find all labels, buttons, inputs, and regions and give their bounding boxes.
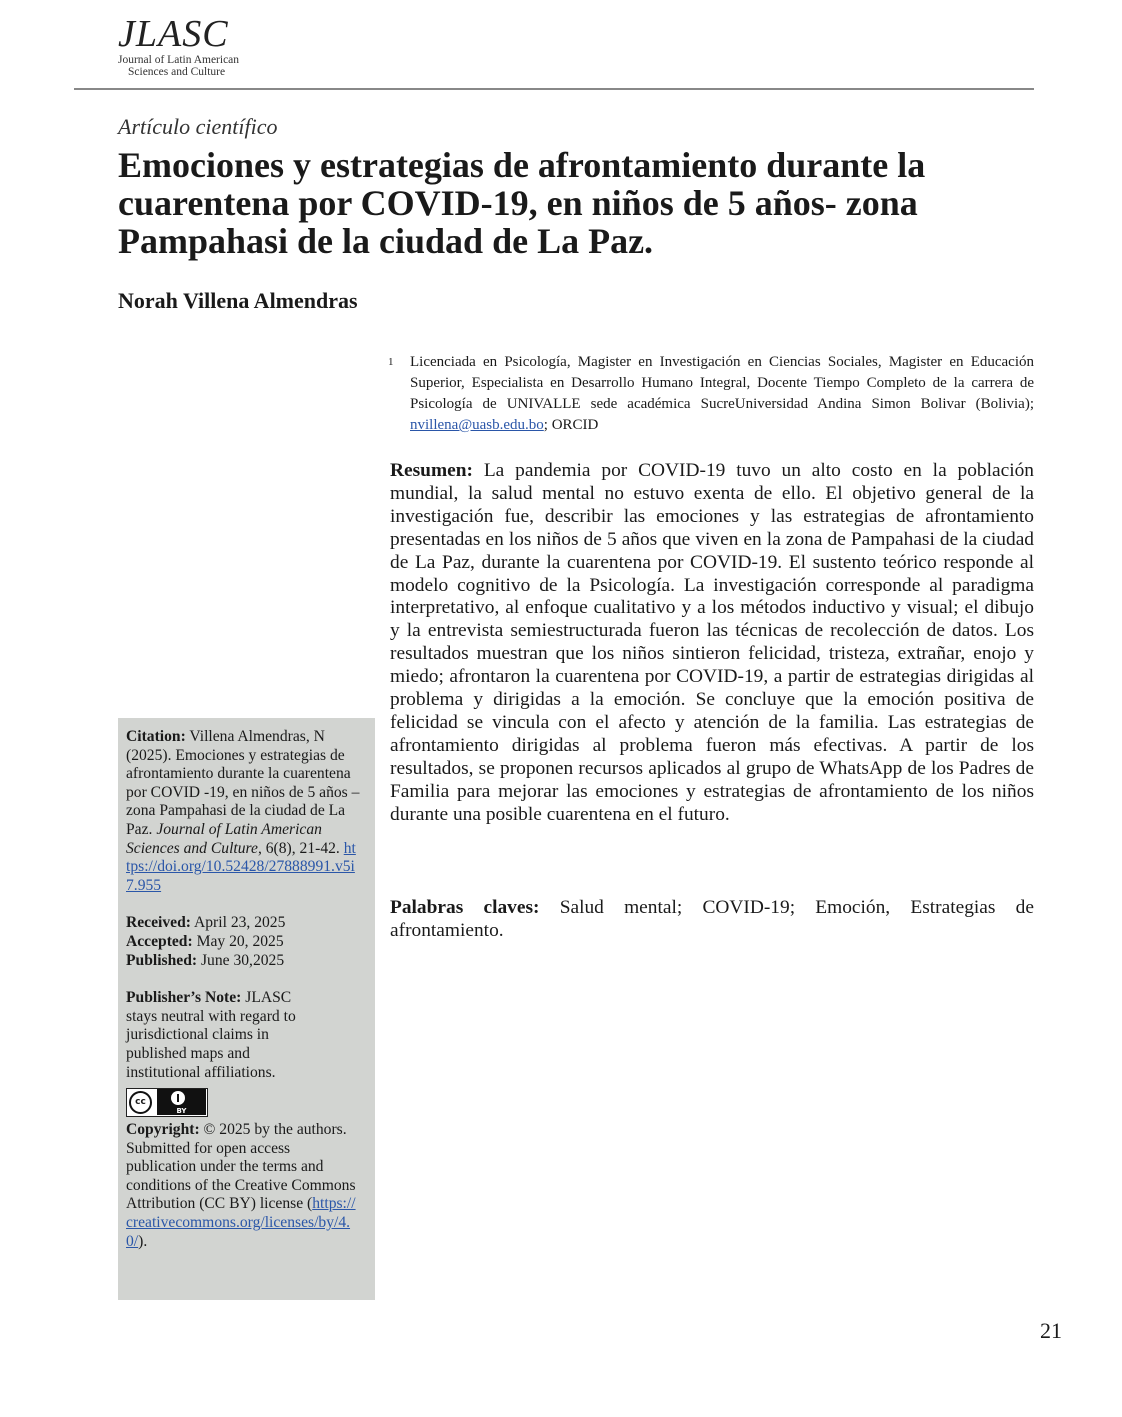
copyright-text: © 2025 by the authors. Submitted for open access publication under the terms and conditions of the Creative Commons Attribution (CC BY) license ( xyxy=(126,1121,356,1213)
affiliation-orcid: ; ORCID xyxy=(543,417,599,433)
published-date xyxy=(126,952,360,971)
abstract-text: La pandemia por COVID-19 tuvo un alto costo en la población mundial, la salud mental no estuvo exenta de ello. El objetivo general de la investigación fue, describir las emociones y las estrategias de afrontamiento presentadas en los niños de 5 años que viven en la zona de Pampahasi de la ciudad de La Paz, durante la cuarentena por COVID-19. El sustento teórico responde al modelo cognitivo de la Psicología. La investigación corresponde al paradigma interpretativo, al enfoque cualitativo y a los métodos inductivo y visual; el dibujo y la entrevista semiestructurada fueron las técnicas de recolección de datos. Los resultados muestran que los niños sintieron felicidad, tristeza, extrañar, enojo y miedo; afrontaron la cuarentena por COVID-19, a partir de estrategias dirigidas al problema y dirigidas a la emoción. Se concluye que la emoción positiva de felicidad se vincula con el afecto y atención de la familia. Las estrategias de afrontamiento dirigidas al problema fueron más efectivas. A partir de los resultados, se proponen recursos aplicados al grupo de WhatsApp de los Padres de Familia para mejorar las emociones y estrategias de afrontamiento de los niños durante una posible cuarentena en el futuro. xyxy=(390,460,1035,825)
keywords xyxy=(390,897,1034,943)
cc-by-block xyxy=(157,1089,206,1115)
citation-label: Citation: xyxy=(126,728,186,745)
cc-by-license-icon[interactable] xyxy=(126,1088,208,1117)
received-date xyxy=(126,914,360,933)
copyright xyxy=(126,1121,360,1251)
citation-text: Villena Almendras, N (2025). Emociones y estrategias de afrontamiento durante la cuarentena por COVID -19, en niños de 5 años – zona Pampahasi de la ciudad de La Paz. xyxy=(126,728,360,838)
published-label: Published: xyxy=(126,951,198,969)
journal-logo xyxy=(118,14,318,78)
author-affiliation xyxy=(390,352,1034,436)
logo-subtitle-line1: Journal of Latin American xyxy=(118,54,240,66)
attribution-person-icon xyxy=(171,1091,185,1105)
article-info-sidebar xyxy=(118,718,375,1300)
received-value: April 23, 2025 xyxy=(194,914,286,932)
received-label: Received: xyxy=(126,914,191,932)
logo-subtitle-line2: Sciences and Culture xyxy=(128,66,226,78)
affiliation-text-block xyxy=(410,352,1034,436)
citation-journal: Journal of Latin American Sciences and Culture xyxy=(126,820,322,857)
license-link[interactable]: https://creativecommons.org/licenses/by/4.0/ xyxy=(126,1195,356,1250)
publication-dates xyxy=(126,914,360,970)
footnote-marker: 1 xyxy=(388,356,394,368)
published-value: June 30,2025 xyxy=(200,951,285,969)
author-name: Norah Villena Almendras xyxy=(118,288,358,313)
copyright-label: Copyright: xyxy=(126,1121,200,1139)
accepted-date xyxy=(126,933,360,952)
article-title: Emociones y estrategias de afrontamiento durante la cuarentena por COVID-19, en niños de 5 años- zona Pampahasi de la ciudad de La Paz. xyxy=(118,145,926,261)
citation xyxy=(126,728,360,895)
publisher-note xyxy=(126,989,316,1082)
cc-by-label: BY xyxy=(176,1107,187,1116)
publisher-note-text: JLASC stays neutral with regard to jurisdictional claims in published maps and institutional affiliations. xyxy=(126,989,296,1081)
keywords-text: Salud mental; COVID-19; Emoción, Estrategias de afrontamiento. xyxy=(390,897,1034,941)
citation-volume: , 6(8), 21-42. xyxy=(257,839,340,857)
keywords-label: Palabras claves: xyxy=(390,897,540,918)
cc-icon: cc xyxy=(129,1091,152,1114)
copyright-end: ). xyxy=(138,1232,148,1250)
affiliation-text: Licenciada en Psicología, Magister en Investigación en Ciencias Sociales, Magister en Educación Superior, Especialista en Desarrollo Humano Integral, Docente Tiempo Completo de la carrera de Psicología de UNIVALLE sede académica SucreUniversidad Andina Simon Bolivar (Bolivia); xyxy=(410,354,1034,412)
logo-mark: JLASC xyxy=(118,13,229,55)
author-email-link[interactable]: nvillena@uasb.edu.bo xyxy=(410,417,544,433)
accepted-label: Accepted: xyxy=(126,932,193,950)
abstract-label: Resumen: xyxy=(390,460,473,481)
accepted-value: May 20, 2025 xyxy=(196,932,284,950)
article-type: Artículo científico xyxy=(118,114,278,139)
page-number: 21 xyxy=(1040,1318,1062,1343)
doi-link[interactable]: https://doi.org/10.52428/27888991.v5i7.955 xyxy=(126,839,356,894)
header-divider xyxy=(74,88,1034,90)
publisher-note-label: Publisher’s Note: xyxy=(126,989,242,1007)
abstract xyxy=(390,460,1034,827)
